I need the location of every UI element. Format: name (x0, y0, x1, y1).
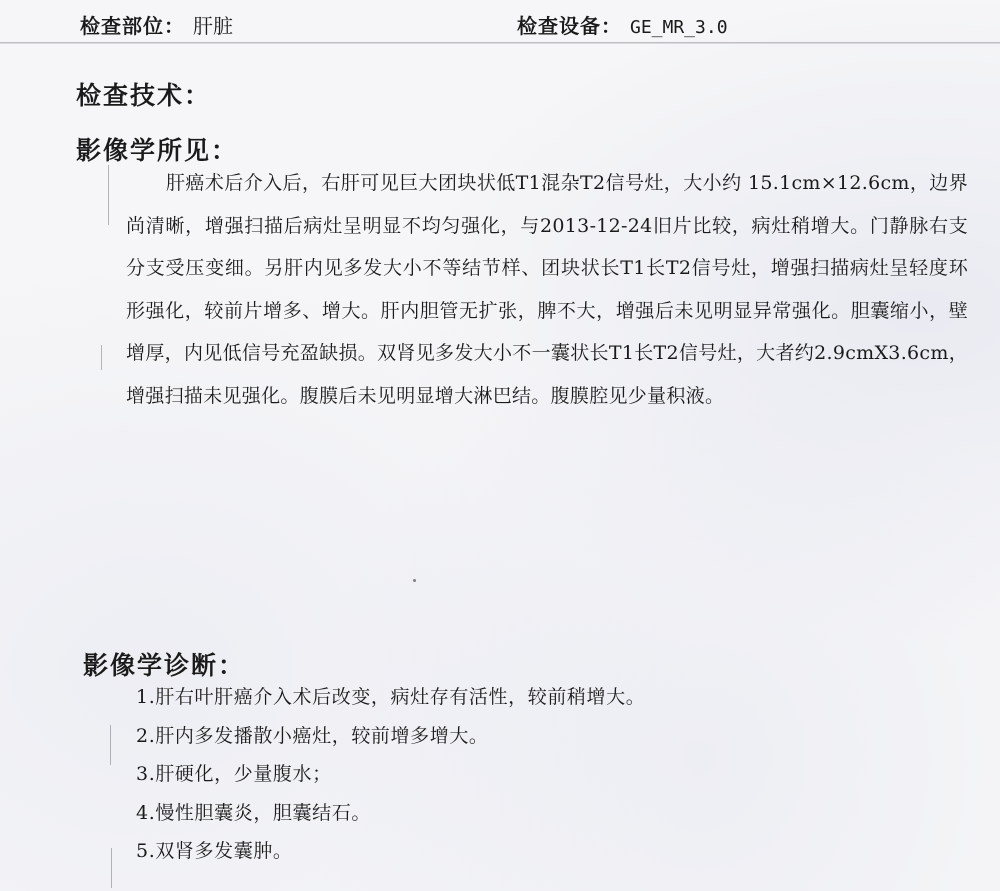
exam-part-value: 肝脏 (193, 14, 233, 38)
diagnosis-list (136, 678, 645, 871)
diagnosis-item: 2.肝内多发播散小癌灶，较前增多增大。 (136, 724, 489, 747)
scan-fold-line (0, 42, 1000, 44)
exam-device-field (517, 10, 728, 39)
diagnosis-item: 1.肝右叶肝癌介入术后改变，病灶存有活性，较前稍增大。 (136, 686, 646, 708)
scan-speck (413, 579, 416, 582)
scan-artifact-line (111, 848, 112, 888)
exam-part-field (80, 10, 233, 39)
diagnosis-heading: 影像学诊断： (83, 651, 246, 680)
exam-part-label: 检查部位： (80, 14, 185, 38)
diagnosis-item: 5.双肾多发囊肿。 (136, 840, 293, 862)
technique-heading: 检查技术： (76, 81, 212, 110)
scan-artifact-line (110, 725, 111, 765)
scan-artifact-line (108, 165, 109, 225)
scan-artifact-line (101, 345, 102, 370)
diagnosis-item: 3.肝硬化，少量腹水； (136, 763, 332, 785)
diagnosis-item: 4.慢性胆囊炎，胆囊结石。 (136, 801, 371, 824)
findings-heading: 影像学所见： (76, 136, 239, 165)
findings-text: 肝癌术后介入后，右肝可见巨大团块状低T1混杂T2信号灶，大小约 15.1cm×12.6cm，边界尚清晰，增强扫描后病灶呈明显不均匀强化，与2013-12-24旧片比较，病灶稍增大。门静脉右支分支受压变细。另肝内见多发大小不等结节样、团块状长T1长T2信号灶，增强扫描病灶呈轻度环形强化，较前片增多、增大。肝内胆管无扩张，脾不大，增强后未见明显异常强化。胆囊缩小，壁增厚，内见低信号充盈缺损。双肾见多发大小不一囊状长T1长T2信号灶，大者约2.9cmX3.6cm，增强扫描未见强化。腹膜后未见明显增大淋巴结。腹膜腔见少量积液。 (126, 172, 968, 407)
exam-device-label: 检查设备： (517, 14, 622, 38)
exam-device-value: GE_MR_3.0 (630, 17, 728, 38)
